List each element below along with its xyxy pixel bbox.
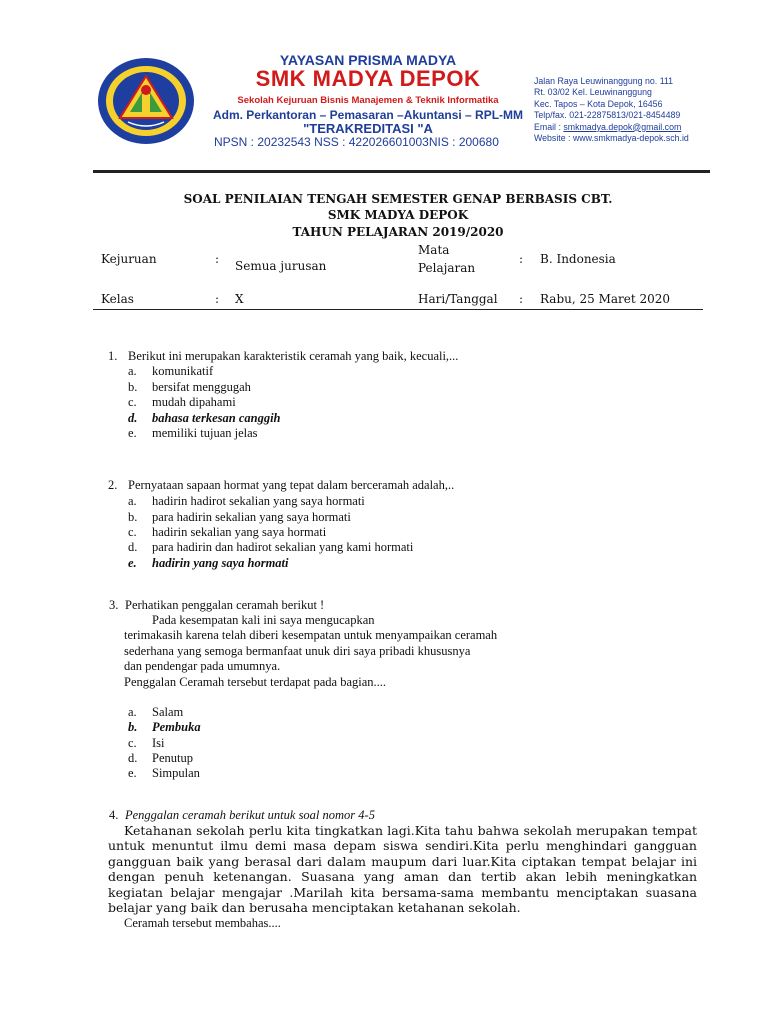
option-text: mudah dipahami (152, 395, 236, 409)
question-text: Berikut ini merupakan karakteristik ceramah yang baik, kecuali,... (128, 349, 459, 363)
option-letter: e. (128, 766, 137, 780)
question-text: Penggalan ceramah berikut untuk soal nomor 4-5 (125, 808, 375, 822)
kelas-value: X (235, 292, 244, 306)
excerpt-line: Pada kesempatan kali ini saya mengucapkan (152, 613, 375, 627)
question-prompt: Ceramah tersebut membahas.... (124, 916, 281, 930)
npsn-line: NPSN : 20232543 NSS : 422026601003NIS : 200680 (214, 135, 499, 149)
option-letter: b. (128, 380, 138, 394)
question-prompt: Penggalan Ceramah tersebut terdapat pada bagian.... (124, 675, 387, 689)
colon: : (519, 292, 524, 306)
option-letter: c. (128, 525, 137, 539)
option-text: bersifat menggugah (152, 380, 251, 394)
question-text: Pernyataan sapaan hormat yang tepat dalam berceramah adalah,.. (128, 478, 455, 492)
question-number: 4. (109, 808, 119, 822)
colon: : (215, 252, 220, 266)
option-letter: e. (128, 426, 137, 440)
question-text: Perhatikan penggalan ceramah berikut ! (125, 598, 325, 612)
foundation-name: YAYASAN PRISMA MADYA (279, 52, 457, 68)
option-letter: c. (128, 736, 137, 750)
ceramah-paragraph: Ketahanan sekolah perlu kita tingkatkan lagi.Kita tahu bahwa sekolah merupakan tempat untuk menuntut ilmu demi masa depam siswa sendiri.Kita perlu menghindari gangguan gangguan baik yang berasal dari dalam maupum dari luar.Kita ciptakan tempat belajar ini dengan penuh ketenangan. Suasana yang aman dan tertib akan lebih meningkatkan kegiatan belajar mengajar .Marilah kita bersama-sama membantu menciptakan suasana belajar yang baik dan berusaha menciptakan ketahanan sekolah. (108, 823, 697, 916)
school-name: SMK MADYA DEPOK (255, 66, 481, 91)
school-logo (96, 56, 196, 146)
address-line: Rt. 03/02 Kel. Leuwinanggung (534, 87, 652, 98)
option-letter: e. (128, 556, 137, 570)
kejuruan-value: Semua jurusan (235, 259, 327, 273)
option-text-answer: hadirin yang saya hormati (152, 556, 289, 570)
option-text: komunikatif (152, 364, 214, 378)
option-text: Simpulan (152, 766, 200, 780)
option-letter: b. (128, 720, 138, 734)
email-line (534, 122, 734, 133)
excerpt-line: dan pendengar pada umumnya. (124, 659, 281, 673)
kelas-label: Kelas (101, 292, 134, 306)
hari-label: Hari/Tanggal (418, 292, 498, 306)
option-letter: c. (128, 395, 137, 409)
school-programs: Adm. Perkantoran – Pemasaran –Akuntansi – RPL-MM (212, 108, 524, 122)
option-letter: a. (128, 494, 137, 508)
option-text: hadirin hadirot sekalian yang saya hormati (152, 494, 365, 508)
question-number: 3. (109, 598, 119, 612)
option-text: hadirin sekalian yang saya hormati (152, 525, 327, 539)
address-line: Telp/fax. 021-22875813/021-8454489 (534, 110, 681, 121)
hari-value: Rabu, 25 Maret 2020 (540, 292, 671, 306)
colon: : (215, 292, 220, 306)
address-line: Kec. Tapos – Kota Depok, 16456 (534, 98, 663, 109)
colon: : (519, 252, 524, 266)
option-text: Salam (152, 705, 184, 719)
exam-school: SMK MADYA DEPOK (327, 208, 469, 222)
option-letter: d. (128, 411, 138, 425)
option-text: memiliki tujuan jelas (152, 426, 258, 440)
mapel-label: Pelajaran (418, 261, 476, 275)
option-letter: d. (128, 751, 138, 765)
kejuruan-label: Kejuruan (101, 252, 157, 266)
option-text-answer: Pembuka (152, 720, 201, 734)
option-letter: b. (128, 510, 138, 524)
website-line: Website : www.smkmadya-depok.sch.id (534, 133, 689, 144)
option-text: para hadirin dan hadirot sekalian yang kami hormati (152, 540, 414, 554)
exam-year: TAHUN PELAJARAN 2019/2020 (292, 225, 504, 239)
question-number: 2. (108, 478, 118, 492)
excerpt-line: sederhana yang semoga bermanfaat unuk diri saya pribadi khususnya (124, 644, 471, 658)
option-text: para hadirin sekalian yang saya hormati (152, 510, 351, 524)
option-text: Penutup (152, 751, 193, 765)
excerpt-line: terimakasih karena telah diberi kesempatan untuk menyampaikan ceramah (124, 628, 498, 642)
info-divider (93, 309, 703, 310)
school-subtitle: Sekolah Kejuruan Bisnis Manajemen & Teknik Informatika (237, 95, 499, 106)
email-link[interactable]: smkmadya.depok@gmail.com (563, 121, 682, 132)
email-label: Email : (534, 121, 564, 132)
option-letter: a. (128, 705, 137, 719)
option-letter: a. (128, 364, 137, 378)
accreditation: "TERAKREDITASI "A (303, 121, 433, 136)
address-line: Jalan Raya Leuwinanggung no. 111 (534, 76, 674, 86)
question-number: 1. (108, 349, 118, 363)
letterhead-divider (93, 170, 710, 173)
mapel-value: B. Indonesia (540, 252, 616, 266)
option-letter: d. (128, 540, 138, 554)
school-address (534, 76, 734, 144)
exam-title: SOAL PENILAIAN TENGAH SEMESTER GENAP BERBASIS CBT. (183, 192, 613, 206)
option-text: Isi (152, 736, 165, 750)
mapel-label: Mata (418, 243, 450, 257)
option-text-answer: bahasa terkesan canggih (152, 411, 281, 425)
